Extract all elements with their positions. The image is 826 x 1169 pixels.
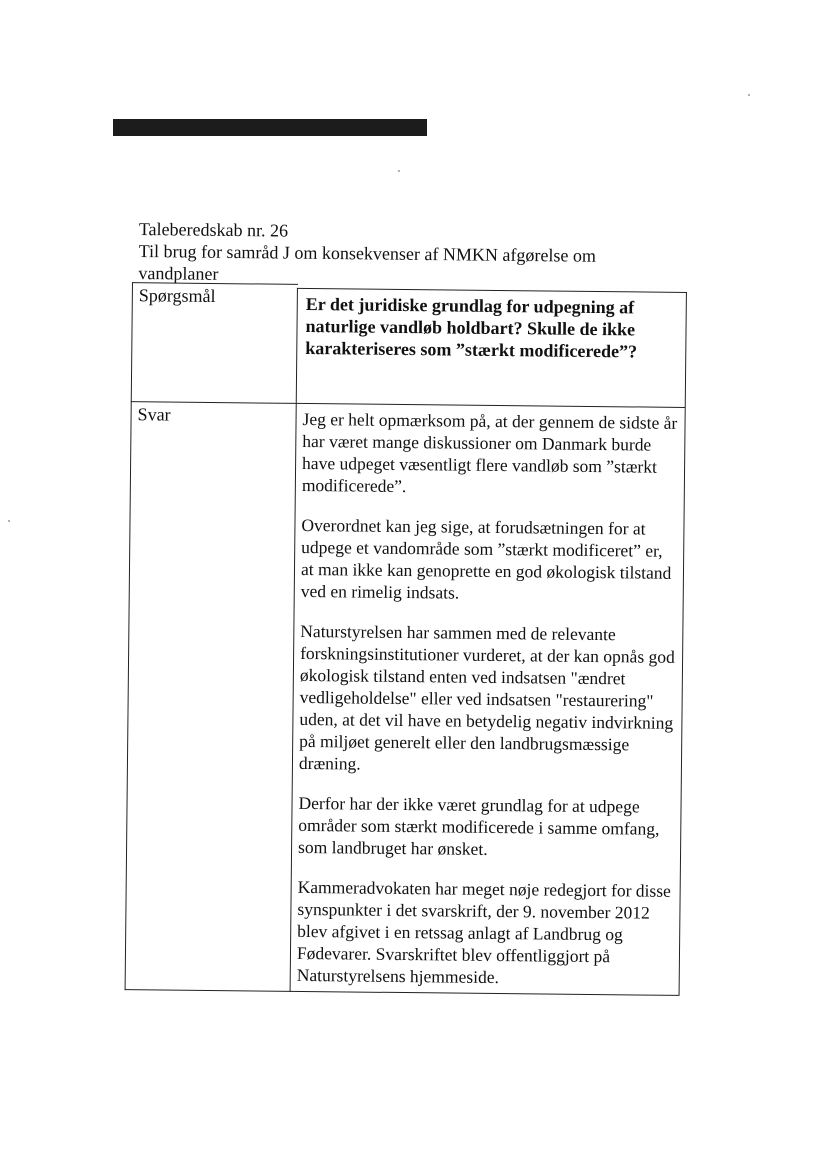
scan-speck [748, 94, 750, 96]
document-header [138, 218, 699, 290]
answer-body [296, 408, 678, 1008]
redaction-bar [113, 119, 427, 136]
answer-text-cell [290, 403, 686, 996]
question-text: Er det juridiske grundlag for udpegning af naturlige vandløb holdbart? Skulle de ikke karakteriseres som ”stærkt modificerede”? [305, 293, 638, 362]
answer-paragraph: Jeg er helt opmærksom på, at der gennem de sidste år har været mange diskussioner om Danmark burde have udpeget væsentligt flere vandløb som ”stærkt modificerede”. [301, 408, 678, 497]
question-label: Spørgsmål [138, 285, 216, 307]
scan-speck [398, 170, 400, 172]
answer-paragraph: Naturstyrelsen har sammen med de relevante forskningsinstitutioner vurderet, at der kan opnås god økologisk tilstand enten ved indsatsen "ændret vedligeholdelse" eller ved indsatsen "restaurering" uden, at det vil have en betydelig negativ indvirkning på miljøet generelt eller den landbrugsmæssige dræning. [298, 620, 675, 774]
briefing-purpose-cont: vandplaner [138, 262, 219, 284]
answer-paragraph: Overordnet kan jeg sige, at forudsætningen for at udpege et vandområde som ”stærkt modificeret” er, at man ikke kan genoprette en god økologisk tilstand ved en rimelig indsats. [300, 514, 672, 603]
scan-speck [8, 520, 10, 522]
question-label-cell [131, 282, 298, 403]
briefing-purpose: Til brug for samråd J om konsekvenser af NMKN afgørelse om [138, 240, 596, 266]
answer-label-cell [125, 401, 297, 992]
answer-paragraph: Kammeradvokaten har meget nøje redegjort for disse synspunkter i det svarskrift, der 9. november 2012 blev afgivet i en retssag anlagt af Landbrug og Fødevarer. Svarskriftet blev offentliggjort på Naturstyrelsens hjemmeside. [296, 876, 671, 988]
answer-label: Svar [137, 404, 171, 425]
qa-table [110, 282, 684, 996]
answer-paragraph: Derfor har der ikke været grundlag for at udpege områder som stærkt modificerede i samme omfang, som landbruget har ønsket. [297, 792, 660, 859]
question-text-cell [296, 288, 687, 407]
briefing-number: Taleberedskab nr. 26 [138, 218, 289, 241]
